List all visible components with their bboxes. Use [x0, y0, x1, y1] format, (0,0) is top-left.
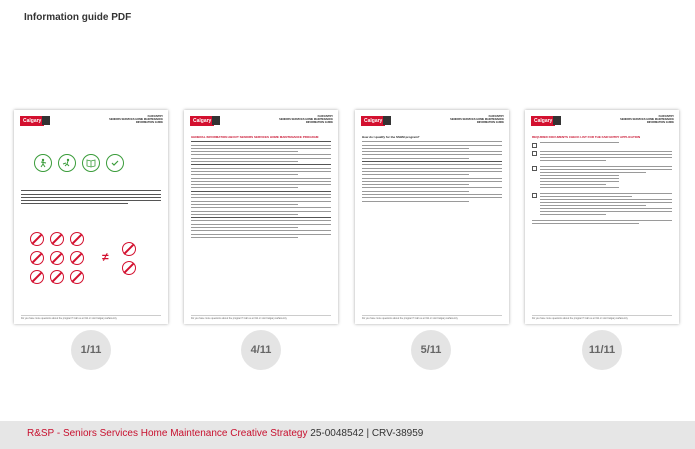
not-equal-icon: ≠ [102, 250, 109, 264]
no-entry-icon [30, 251, 44, 265]
logo-mark-icon [383, 116, 391, 125]
header-text: FAIR ENTRY SENIORS SERVICES HOME MAINTENANCE INFORMATION GUIDE [620, 115, 674, 125]
no-entry-icon [70, 270, 84, 284]
logo-mark-icon [553, 116, 561, 125]
page-body-text [355, 141, 509, 201]
checklist-item [532, 166, 672, 190]
page-body-text [184, 141, 338, 238]
section-heading: GENERAL INFORMATION ABOUT SENIORS SERVICES HOME MAINTENANCE PROGRAM [191, 135, 319, 139]
book-icon [82, 154, 100, 172]
page-footer-note: Do you have more questions about the program? Call us at 311 or visit Calgary.ca/fairentry [191, 317, 287, 320]
page-body-text [14, 188, 168, 207]
checklist-item [532, 151, 672, 163]
page-thumbnail-1[interactable] [14, 110, 168, 324]
calgary-logo: Calgary [531, 116, 555, 126]
no-entry-icon [30, 232, 44, 246]
no-entry-icon [70, 232, 84, 246]
calgary-logo: Calgary [20, 116, 44, 126]
checklist-item [532, 142, 672, 148]
checkmark-icon [106, 154, 124, 172]
page-title: Information guide PDF [24, 12, 132, 23]
page-thumbnail-11[interactable] [525, 110, 679, 324]
campaign-name: R&SP - Seniors Services Home Maintenance Creative Strategy [27, 428, 308, 439]
page-header [14, 110, 168, 132]
logo-mark-icon [42, 116, 50, 125]
service-icons [34, 154, 76, 172]
page-thumbnails [0, 110, 695, 325]
page-footer-note: Do you have more questions about the program? Call us at 311 or visit Calgary.ca/fairentry [362, 317, 458, 320]
page-thumbnail-4[interactable] [184, 110, 338, 324]
no-entry-icon [50, 232, 64, 246]
section-heading: REQUIRED DOCUMENTS CHECK LIST FOR THE FAIR ENTRY APPLICATION [532, 135, 641, 139]
footer-band [0, 421, 695, 449]
lawn-mower-icon [58, 154, 76, 172]
page-header [525, 110, 679, 132]
footer-text [27, 428, 423, 439]
logo-mark-icon [212, 116, 220, 125]
page-header [355, 110, 509, 132]
calgary-logo: Calgary [361, 116, 385, 126]
page-footer-note: Do you have more questions about the program? Call us at 311 or visit Calgary.ca/fairentry [532, 317, 628, 320]
section-heading: How do I qualify for the SSHM program? [362, 135, 420, 139]
calgary-logo: Calgary [190, 116, 214, 126]
page-number-badge: 5/11 [411, 330, 451, 370]
snow-shovel-icon [34, 154, 52, 172]
no-entry-icon [50, 251, 64, 265]
no-entry-icon [70, 251, 84, 265]
header-text: FAIR ENTRY SENIORS SERVICES HOME MAINTENANCE INFORMATION GUIDE [109, 115, 163, 125]
page-number-badge: 11/11 [582, 330, 622, 370]
page-thumbnail-5[interactable] [355, 110, 509, 324]
project-ids: 25-0048542 | CRV-38959 [310, 428, 424, 439]
header-text: FAIR ENTRY SENIORS SERVICES HOME MAINTENANCE INFORMATION GUIDE [279, 115, 333, 125]
no-entry-icon [122, 242, 136, 256]
no-entry-icon [122, 261, 136, 275]
checklist [525, 142, 679, 224]
page-footer-note: Do you have more questions about the program? Call us at 311 or visit Calgary.ca/fairentry [21, 317, 117, 320]
page-header [184, 110, 338, 132]
no-entry-icons [30, 232, 84, 284]
no-entry-icon [30, 270, 44, 284]
checklist-item [532, 193, 672, 217]
header-text: FAIR ENTRY SENIORS SERVICES HOME MAINTENANCE INFORMATION GUIDE [450, 115, 504, 125]
page-number-badge: 1/11 [71, 330, 111, 370]
page-number-badge: 4/11 [241, 330, 281, 370]
no-entry-icon [50, 270, 64, 284]
no-entry-icons-right [122, 242, 136, 275]
